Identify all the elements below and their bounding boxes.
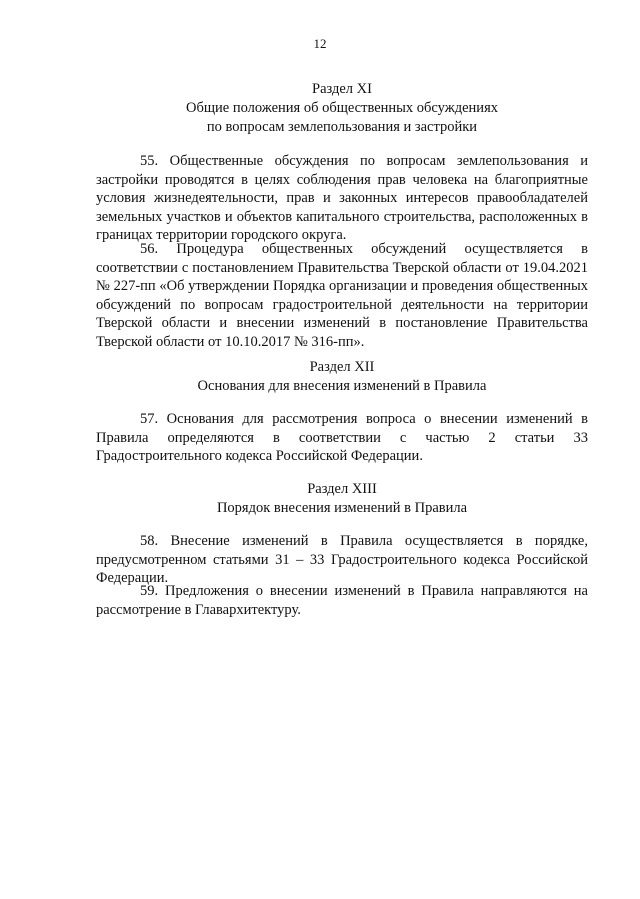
section-13-title-line1: Порядок внесения изменений в Правила: [216, 500, 468, 516]
paragraph-58: [96, 532, 588, 588]
page-number: 12: [313, 36, 327, 51]
paragraph-57-text: 57. Основания для рассмотрения вопроса о внесении изменений в Правила определяются в соответствии с частью 2 статьи 33 Градостроительного кодекса Российской Федерации.: [96, 411, 588, 465]
section-12-title-line1: Основания для внесения изменений в Правила: [197, 378, 487, 394]
paragraph-58-text: 58. Внесение изменений в Правила осуществляется в порядке, предусмотренном статьями 31 – 33 Градостроительного кодекса Российской Федерации.: [96, 533, 588, 587]
paragraph-56-text: 56. Процедура общественных обсуждений осуществляется в соответствии с постановлением Правительства Тверской области от 19.04.2021 № 227-пп «Об утверждении Порядка организации и проведения общественных обсуждений по вопросам градостроительной деятельности на территории Тверской области и внесении изменений в постановление Правительства Тверской области от 10.10.2017 № 316-пп».: [96, 241, 588, 350]
paragraph-59: [96, 582, 588, 619]
section-11-title-line1: Общие положения об общественных обсуждениях: [185, 100, 498, 116]
section-11-header: [96, 80, 588, 137]
paragraph-55: [96, 152, 588, 245]
section-12-heading: Раздел XII: [309, 359, 375, 375]
section-13-heading: Раздел XIII: [307, 481, 377, 497]
section-13-header: [96, 480, 588, 518]
paragraph-55-text: 55. Общественные обсуждения по вопросам землепользования и застройки проводятся в целях соблюдения прав человека на благоприятные условия жизнедеятельности, прав и законных интересов правообладателей земельных участков и объектов капитального строительства, расположенных в границах территории городского округа.: [96, 153, 588, 244]
paragraph-59-text: 59. Предложения о внесении изменений в Правила направляются на рассмотрение в Главархитектуру.: [96, 583, 588, 618]
section-11-title-line2: по вопросам землепользования и застройки: [206, 119, 478, 135]
section-11-heading: Раздел XI: [312, 81, 372, 97]
section-12-header: [96, 358, 588, 396]
paragraph-56: [96, 240, 588, 352]
paragraph-57: [96, 410, 588, 466]
